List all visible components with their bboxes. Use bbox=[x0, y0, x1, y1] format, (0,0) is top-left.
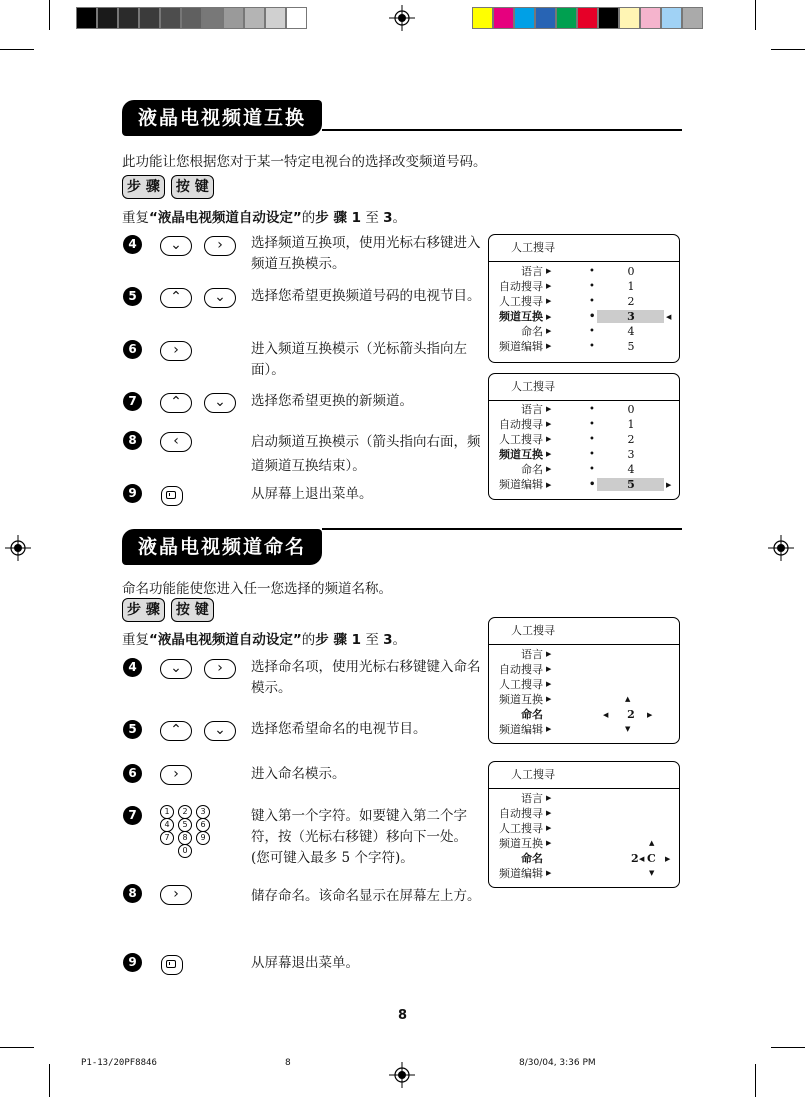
menu-row: 频道互换 ▶ ▲ bbox=[499, 693, 631, 706]
osd-menu-naming-select bbox=[488, 617, 680, 744]
step-number: 7 bbox=[123, 806, 142, 825]
menu-row: 命名 ▶ • 4 bbox=[521, 325, 635, 338]
menu-row: 人工搜寻 ▶ bbox=[499, 678, 552, 691]
steps-tag: 步 骤 bbox=[122, 598, 165, 622]
footer-filename: P1-13/20PF8846 bbox=[81, 1058, 157, 1068]
color-swatch bbox=[619, 7, 640, 29]
right-key-icon: › bbox=[204, 659, 236, 679]
color-swatch bbox=[598, 7, 619, 29]
section-title: 液晶电视频道互换 bbox=[122, 100, 322, 136]
registration-mark-top bbox=[389, 5, 415, 31]
section-header-channel-swap bbox=[122, 100, 682, 136]
up-arrow-icon: ▲ bbox=[649, 839, 655, 847]
step-number: 4 bbox=[123, 658, 142, 677]
osd-menu-swap-target bbox=[488, 373, 680, 500]
right-key-icon: › bbox=[204, 236, 236, 256]
crop-mark bbox=[49, 0, 50, 30]
step-number: 9 bbox=[123, 953, 142, 972]
crop-mark bbox=[771, 1047, 805, 1048]
crop-mark bbox=[0, 1047, 34, 1048]
menu-row: 人工搜寻 ▶ bbox=[499, 822, 552, 835]
left-arrow-icon: ◀ bbox=[603, 710, 609, 719]
menu-title: 人工搜寻 bbox=[489, 762, 679, 789]
menu-row: 自动搜寻 ▶ • 1 bbox=[499, 418, 635, 431]
step-text: 选择频道互换项，使用光标右移键进入频道互换模示。 bbox=[251, 235, 481, 272]
section-intro: 命名功能能使您进入任一您选择的频道名称。 bbox=[122, 581, 392, 597]
right-key-icon: › bbox=[160, 885, 192, 905]
step-number: 8 bbox=[123, 431, 142, 450]
color-swatch bbox=[160, 7, 181, 29]
step-text: 选择您希望更换频道号码的电视节目。 bbox=[251, 288, 481, 304]
menu-row: 人工搜寻 ▶ • 2 bbox=[499, 433, 635, 446]
color-bar bbox=[472, 7, 703, 29]
menu-row: 自动搜寻 ▶ bbox=[499, 663, 552, 676]
up-key-icon: ⌃ bbox=[160, 721, 192, 741]
menu-row: 命名 ▶ • 4 bbox=[521, 463, 635, 476]
registration-mark-right bbox=[768, 535, 794, 561]
down-arrow-icon: ▼ bbox=[625, 725, 631, 733]
color-swatch bbox=[118, 7, 139, 29]
right-arrow-icon: ▶ bbox=[665, 854, 671, 863]
menu-row: 频道互换 ▶ ▲ bbox=[499, 837, 655, 850]
color-swatch bbox=[223, 7, 244, 29]
color-swatch bbox=[265, 7, 286, 29]
menu-row: 语言 ▶ bbox=[521, 792, 552, 805]
step-number: 5 bbox=[123, 287, 142, 306]
color-swatch bbox=[76, 7, 97, 29]
repeat-instruction: 重复“液晶电视频道自动设定”的步 骤 1 至 3。 bbox=[122, 632, 407, 648]
crop-mark bbox=[49, 1064, 50, 1097]
color-swatch bbox=[286, 7, 307, 29]
color-swatch bbox=[97, 7, 118, 29]
left-arrow-icon: ◀ bbox=[639, 854, 645, 863]
down-key-icon: ⌄ bbox=[204, 288, 236, 308]
section-title: 液晶电视频道命名 bbox=[122, 529, 322, 565]
step-number: 8 bbox=[123, 884, 142, 903]
up-key-icon: ⌃ bbox=[160, 288, 192, 308]
footer-timestamp: 8/30/04, 3:36 PM bbox=[519, 1058, 596, 1068]
osd-menu-swap-select bbox=[488, 234, 680, 363]
color-swatch bbox=[682, 7, 703, 29]
right-key-icon: › bbox=[160, 341, 192, 361]
down-key-icon: ⌄ bbox=[160, 659, 192, 679]
step-text: 启动频道互换模示（箭头指向右面，频道频道互换结束）。 bbox=[251, 434, 481, 474]
menu-title: 人工搜寻 bbox=[489, 235, 679, 262]
menu-row: 语言 ▶ bbox=[521, 648, 552, 661]
crop-mark bbox=[0, 49, 34, 50]
right-arrow-icon: ▶ bbox=[647, 710, 653, 719]
step-number: 6 bbox=[123, 340, 142, 359]
color-swatch bbox=[640, 7, 661, 29]
color-swatch bbox=[202, 7, 223, 29]
menu-title: 人工搜寻 bbox=[489, 618, 679, 645]
header-rule bbox=[322, 129, 682, 131]
osd-menu-naming-entry bbox=[488, 761, 680, 888]
menu-row: 自动搜寻 ▶ bbox=[499, 807, 552, 820]
menu-key-icon bbox=[161, 955, 183, 975]
color-swatch bbox=[472, 7, 493, 29]
down-key-icon: ⌄ bbox=[204, 393, 236, 413]
footer-page: 8 bbox=[285, 1058, 291, 1068]
menu-row: 频道编辑 ▶ ▼ bbox=[499, 867, 655, 880]
header-rule bbox=[322, 528, 682, 530]
crop-mark bbox=[755, 0, 756, 30]
grayscale-bar bbox=[76, 7, 307, 29]
right-key-icon: › bbox=[160, 765, 192, 785]
step-number: 5 bbox=[123, 720, 142, 739]
step-text: 选择您希望命名的电视节目。 bbox=[251, 721, 427, 737]
step-text: 储存命名。该命名显示在屏幕左上方。 bbox=[251, 888, 481, 904]
section-header-channel-naming bbox=[122, 529, 682, 565]
crop-mark bbox=[771, 49, 805, 50]
step-number: 6 bbox=[123, 764, 142, 783]
menu-row: 自动搜寻 ▶ • 1 bbox=[499, 280, 635, 293]
keys-tag: 按 键 bbox=[171, 598, 214, 622]
color-swatch bbox=[181, 7, 202, 29]
crop-mark bbox=[755, 1064, 756, 1097]
menu-title: 人工搜寻 bbox=[489, 374, 679, 401]
left-key-icon: ‹ bbox=[160, 432, 192, 452]
step-text: 从屏幕上退出菜单。 bbox=[251, 486, 373, 502]
registration-mark-left bbox=[5, 535, 31, 561]
color-swatch bbox=[493, 7, 514, 29]
step-text: 键入第一个字符。如要键入第二个字符，按（光标右移键）移向下一处。(您可键入最多 5 个字符)。 bbox=[251, 808, 467, 866]
menu-row: 频道编辑 ▶ ▼ bbox=[499, 723, 631, 736]
down-key-icon: ⌄ bbox=[204, 721, 236, 741]
section-intro: 此功能让您根据您对于某一特定电视台的选择改变频道号码。 bbox=[122, 154, 487, 170]
menu-row-selected: 频道互换 ▶ • 3 ◀ bbox=[499, 310, 672, 323]
step-text: 进入频道互换模示（光标箭头指向左面）。 bbox=[251, 341, 467, 378]
step-text: 从屏幕退出菜单。 bbox=[251, 955, 359, 971]
step-number: 7 bbox=[123, 392, 142, 411]
menu-row: 人工搜寻 ▶ • 2 bbox=[499, 295, 635, 308]
pointer-left-icon: ◀ bbox=[666, 312, 672, 321]
down-key-icon: ⌄ bbox=[160, 236, 192, 256]
menu-row-selected: 频道编辑 ▶ • 5 ▶ bbox=[499, 478, 672, 491]
color-swatch bbox=[244, 7, 265, 29]
menu-row-selected: 命名 2 ◀ C ▶ bbox=[521, 852, 671, 865]
page-number: 8 bbox=[398, 1008, 408, 1023]
menu-row-selected: 命名 ◀ 2 ▶ bbox=[521, 708, 653, 721]
menu-key-icon bbox=[161, 486, 183, 506]
steps-tag: 步 骤 bbox=[122, 175, 165, 199]
step-number: 4 bbox=[123, 235, 142, 254]
up-arrow-icon: ▲ bbox=[625, 695, 631, 703]
menu-row: 频道互换 ▶ • 3 bbox=[499, 448, 635, 461]
pointer-right-icon: ▶ bbox=[666, 480, 672, 489]
repeat-instruction: 重复“液晶电视频道自动设定”的步 骤 1 至 3。 bbox=[122, 210, 407, 226]
color-swatch bbox=[514, 7, 535, 29]
up-key-icon: ⌃ bbox=[160, 393, 192, 413]
menu-row: 语言 ▶ • 0 bbox=[521, 265, 635, 278]
color-swatch bbox=[139, 7, 160, 29]
column-tags bbox=[122, 175, 214, 199]
color-swatch bbox=[535, 7, 556, 29]
step-text: 选择命名项，使用光标右移键键入命名模示。 bbox=[251, 659, 481, 696]
step-text: 选择您希望更换的新频道。 bbox=[251, 393, 413, 409]
color-swatch bbox=[577, 7, 598, 29]
down-arrow-icon: ▼ bbox=[649, 869, 655, 877]
menu-row: 频道编辑 ▶ • 5 bbox=[499, 340, 635, 353]
menu-row: 语言 ▶ • 0 bbox=[521, 403, 635, 416]
color-swatch bbox=[661, 7, 682, 29]
keys-tag: 按 键 bbox=[171, 175, 214, 199]
step-number: 9 bbox=[123, 484, 142, 503]
color-swatch bbox=[556, 7, 577, 29]
registration-mark-bottom bbox=[389, 1062, 415, 1088]
column-tags bbox=[122, 598, 214, 622]
step-text: 进入命名模示。 bbox=[251, 766, 346, 782]
